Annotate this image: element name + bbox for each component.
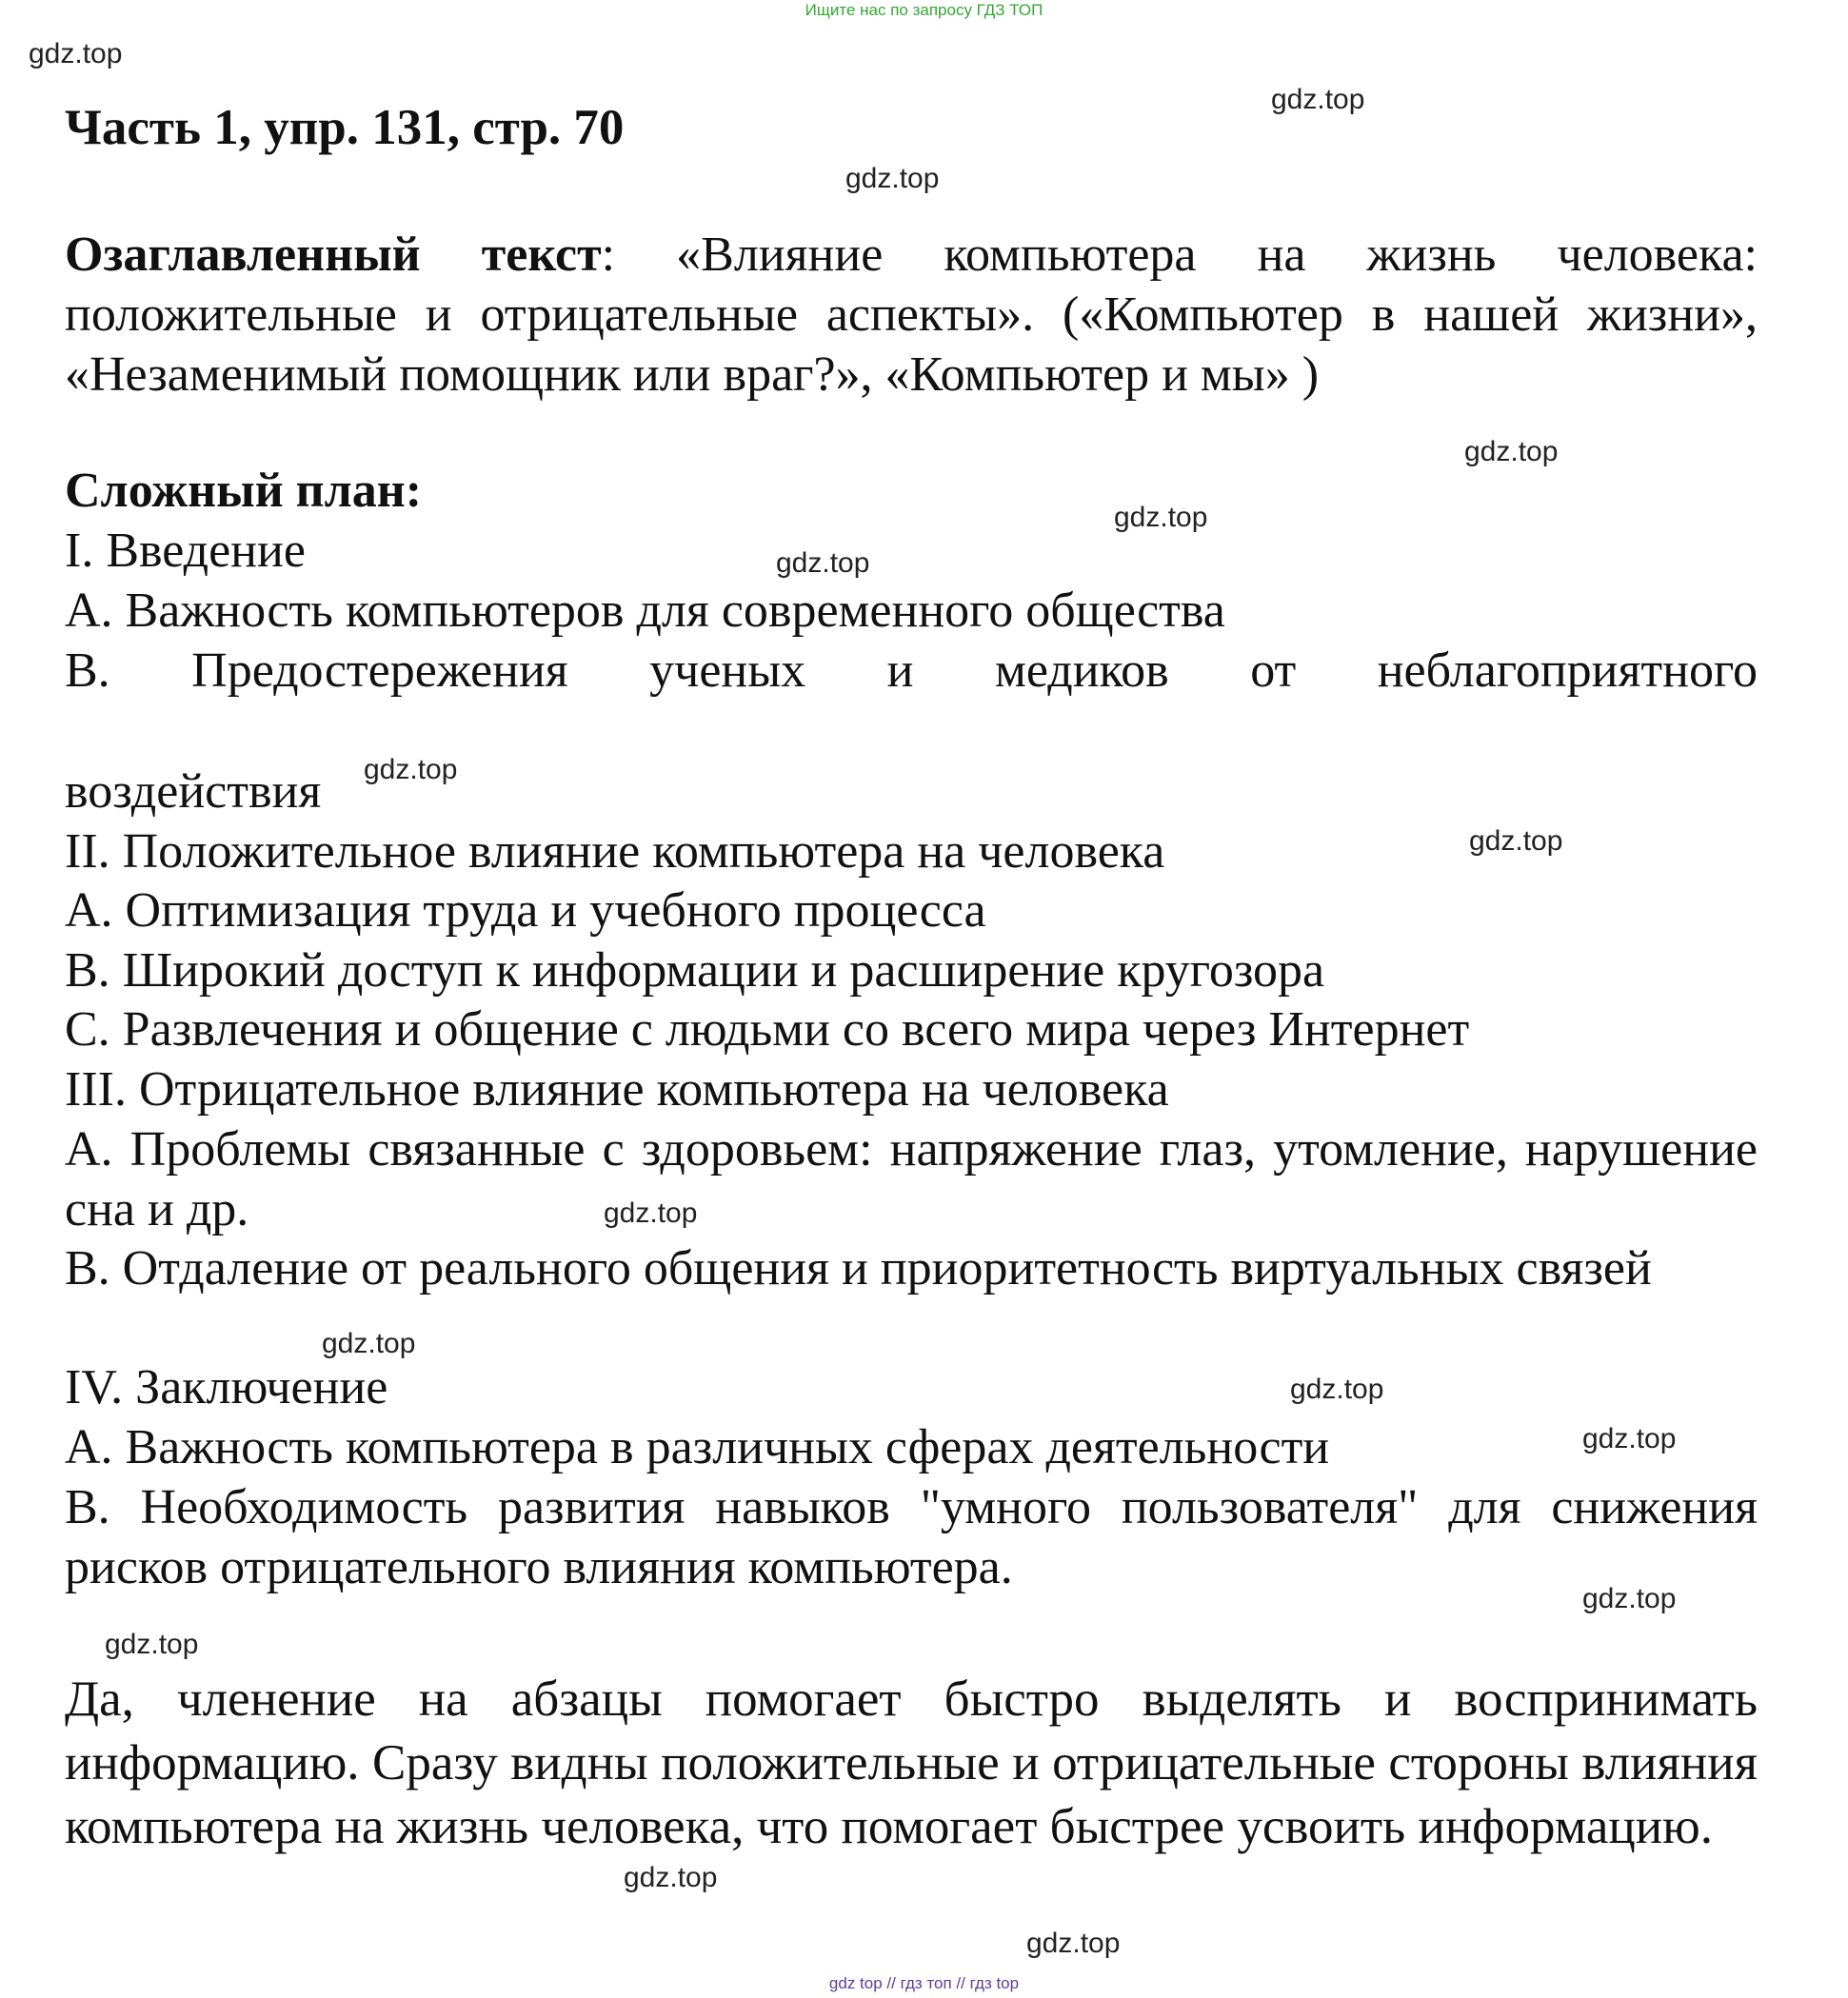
plan-item: III. Отрицательное влияние компьютера на человека (65, 1062, 1169, 1117)
plan-item: А. Важность компьютеров для современного общества (65, 584, 1225, 638)
plan-item: IV. Заключение (65, 1360, 388, 1414)
page-title: Часть 1, упр. 131, стр. 70 (65, 100, 625, 155)
watermark: gdz.top (1290, 1374, 1384, 1405)
titled-text-paragraph (65, 225, 1758, 405)
watermark: gdz.top (29, 38, 123, 69)
plan-item: А. Проблемы связанные с здоровьем: напряжение глаз, утомление, нарушение сна и др. (65, 1122, 1758, 1236)
plan-item: В. Широкий доступ к информации и расширение кругозора (65, 943, 1325, 998)
watermark: gdz.top (1464, 436, 1559, 467)
plan-item: I. Введение (65, 524, 306, 578)
watermark: gdz.top (604, 1197, 698, 1229)
watermark: gdz.top (322, 1328, 416, 1359)
watermark: gdz.top (845, 163, 940, 194)
bottom-links-bar: gdz top // гдз топ // гдз top (828, 1974, 1020, 1992)
plan-item: С. Развлечения и общение с людьми со всего мира через Интернет (65, 1002, 1470, 1057)
plan-item: А. Оптимизация труда и учебного процесса (65, 883, 986, 938)
watermark: gdz.top (1582, 1583, 1677, 1614)
plan-item: воздействия (65, 764, 322, 819)
plan-item: В. Необходимость развития навыков "умного пользователя" для снижения рисков отрицательного влияния компьютера. (65, 1480, 1758, 1594)
watermark: gdz.top (624, 1862, 718, 1893)
watermark: gdz.top (1114, 502, 1208, 533)
titled-text-content: : «Влияние компьютера на жизнь человека: положительные и отрицательные аспекты». («Компьютер в нашей жизни», «Незаменимый помощник или враг?», «Компьютер и мы» ) (65, 227, 1758, 402)
watermark: gdz.top (105, 1629, 199, 1660)
watermark: gdz.top (1469, 825, 1563, 857)
plan-item: В. Отдаление от реального общения и приоритетность виртуальных связей (65, 1241, 1652, 1296)
watermark: gdz.top (364, 754, 458, 785)
watermark: gdz.top (1026, 1928, 1121, 1959)
watermark: gdz.top (1271, 84, 1365, 115)
plan-heading: Сложный план: (65, 464, 423, 518)
watermark: gdz.top (776, 547, 870, 579)
plan-item: II. Положительное влияние компьютера на человека (65, 824, 1165, 879)
plan-item: В. Предостережения ученых и медиков от неблагоприятного (65, 643, 1758, 698)
top-search-banner: Ищите нас по запросу ГДЗ ТОП (805, 1, 1043, 19)
titled-text-label: Озаглавленный текст (65, 227, 602, 282)
conclusion-paragraph: Да, членение на абзацы помогает быстро выделять и воспринимать информацию. Сразу видны положительные и отрицательные стороны влияния компьютера на жизнь человека, что помогает быстрее усвоить информацию. (65, 1672, 1758, 1854)
plan-item: А. Важность компьютера в различных сферах деятельности (65, 1420, 1330, 1474)
watermark: gdz.top (1582, 1423, 1677, 1454)
